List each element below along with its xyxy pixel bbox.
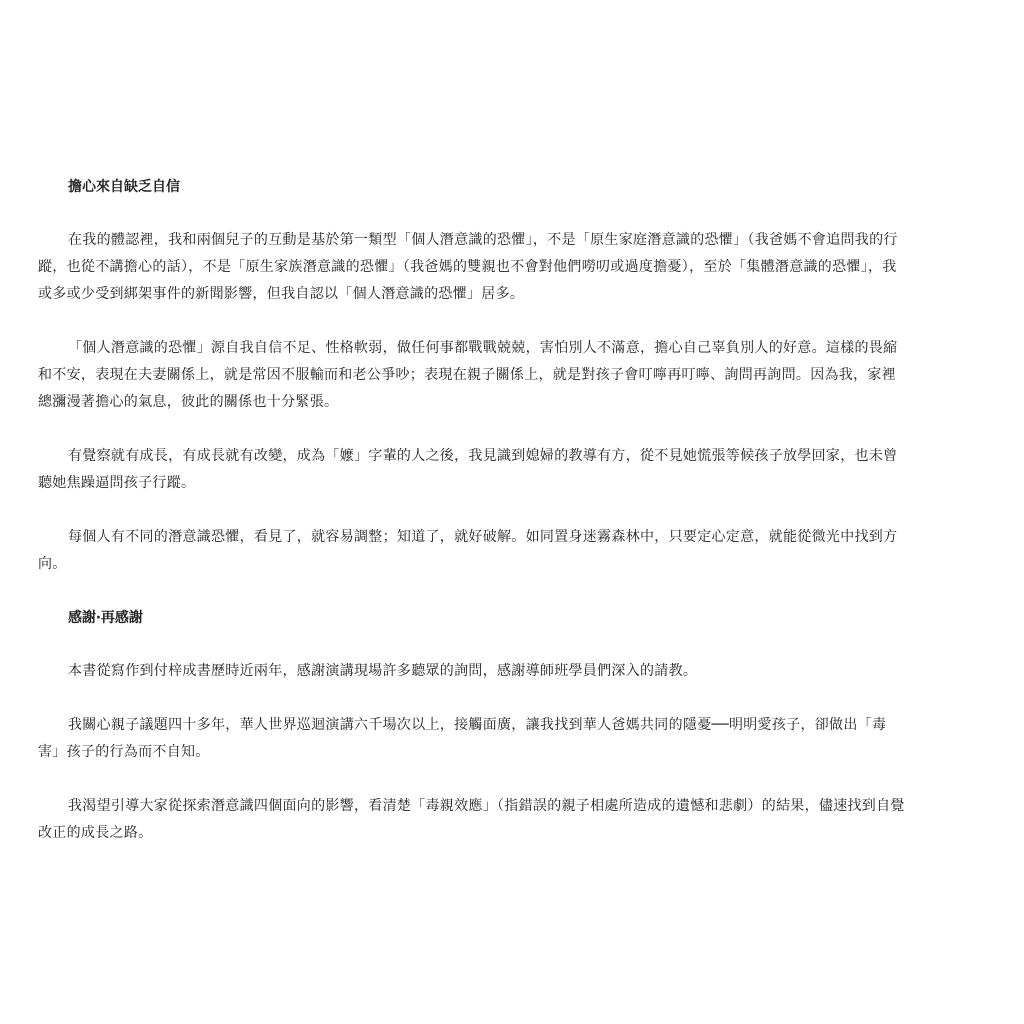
spacer	[38, 766, 906, 793]
spacer	[38, 416, 906, 443]
section-heading: 感謝‧再感謝	[68, 610, 143, 626]
article-body	[38, 174, 906, 847]
paragraph: 我渴望引導大家從探索潛意識四個面向的影響，看清楚「毒親效應」（指錯誤的親子相處所造成的遺憾和悲劇）的結果，儘速找到自覺改正的成長之路。	[38, 798, 905, 841]
spacer	[38, 578, 906, 605]
paragraph: 在我的體認裡，我和兩個兒子的互動是基於第一類型「個人潛意識的恐懼」，不是「原生家庭潛意識的恐懼」（我爸媽不會追問我的行蹤，也從不講擔心的話），不是「原生家族潛意識的恐懼」（我爸媽的雙親也不會對他們嘮叨或過度擔憂），至於「集體潛意識的恐懼」，我或多或少受到綁架事件的新聞影響，但我自認以「個人潛意識的恐懼」居多。	[38, 232, 898, 302]
paragraph: 「個人潛意識的恐懼」源自我自信不足、性格軟弱，做任何事都戰戰兢兢，害怕別人不滿意，擔心自己辜負別人的好意。這樣的畏縮和不安，表現在夫妻關係上，就是常因不服輸而和老公爭吵；表現在親子關係上，就是對孩子會叮嚀再叮嚀、詢問再詢問。因為我，家裡總瀰漫著擔心的氣息，彼此的關係也十分緊張。	[38, 340, 898, 410]
spacer	[38, 308, 906, 335]
paragraph: 我關心親子議題四十多年，華人世界巡迴演講六千場次以上，接觸面廣，讓我找到華人爸媽共同的隱憂──明明愛孩子，卻做出「毒害」孩子的行為而不自知。	[38, 717, 887, 760]
paragraph: 每個人有不同的潛意識恐懼，看見了，就容易調整；知道了，就好破解。如同置身迷霧森林中，只要定心定意，就能從微光中找到方向。	[38, 529, 898, 572]
spacer	[38, 200, 906, 227]
paragraph: 有覺察就有成長，有成長就有改變，成為「嬤」字輩的人之後，我見識到媳婦的教導有方，從不見她慌張等候孩子放學回家，也未曾聽她焦躁逼問孩子行蹤。	[38, 448, 898, 491]
section-heading: 擔心來自缺乏自信	[68, 179, 180, 195]
spacer	[38, 631, 906, 658]
paragraph: 本書從寫作到付梓成書歷時近兩年，感謝演講現場許多聽眾的詢問，感謝導師班學員們深入的請教。	[68, 663, 698, 679]
spacer	[38, 685, 906, 712]
spacer	[38, 497, 906, 524]
